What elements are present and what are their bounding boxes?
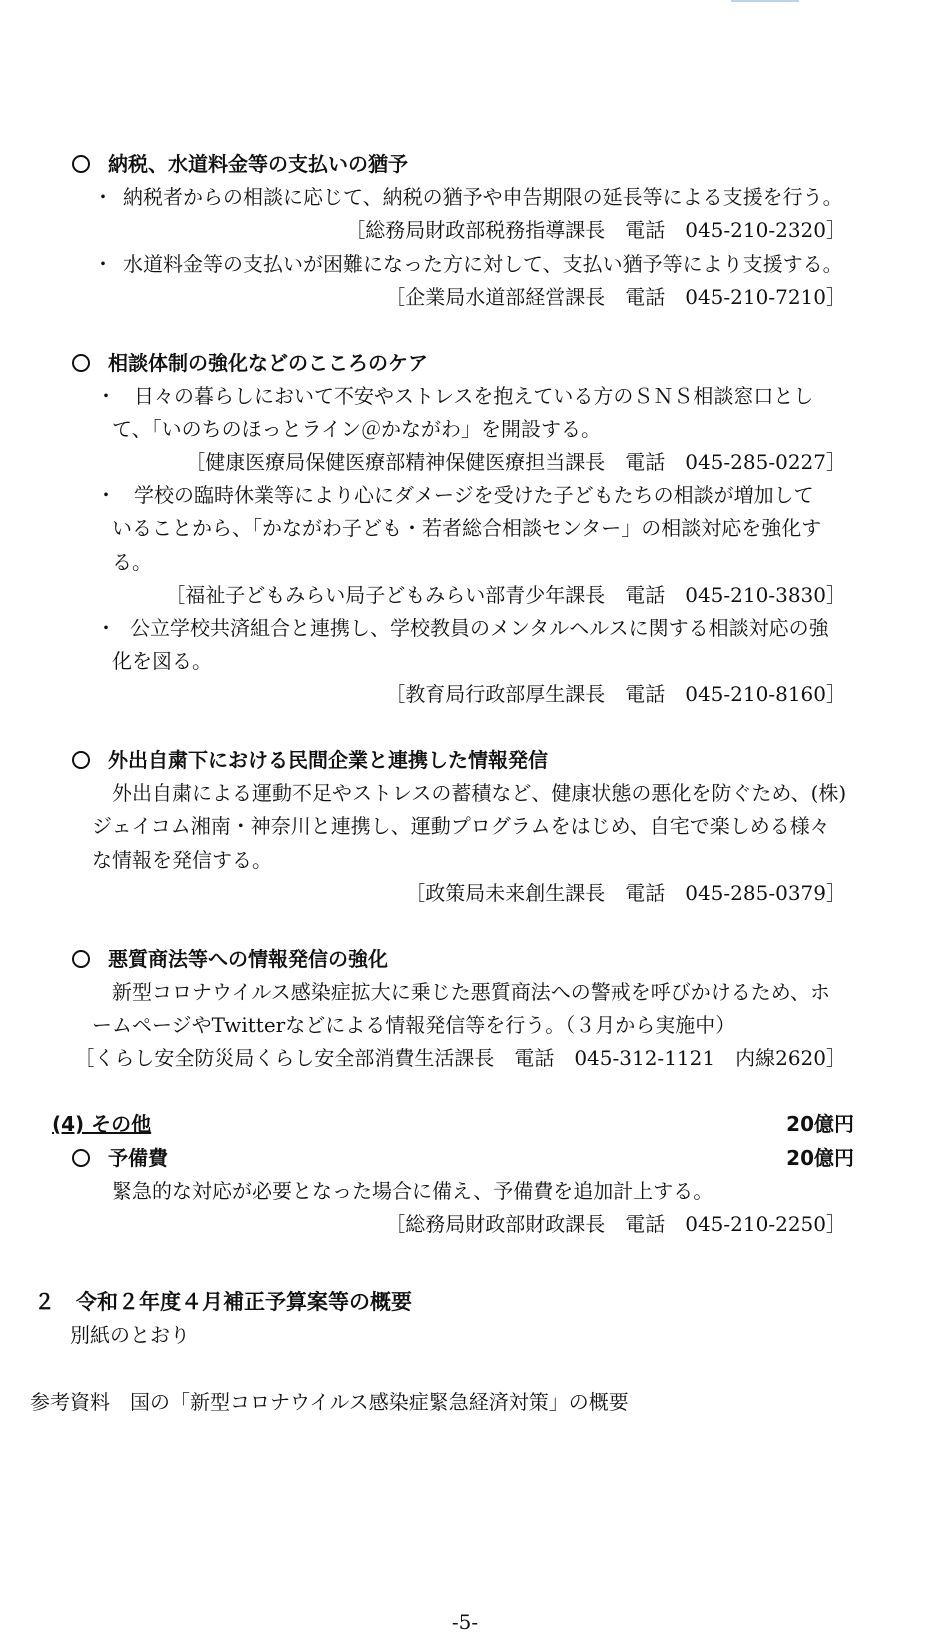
bullet-dot-icon: ・ — [96, 384, 116, 408]
bullet-item: ・ 公立学校共済組合と連携し、学校教員のメンタルヘルスに関する相談対応の強 — [96, 611, 829, 645]
top-edge-mark — [731, 0, 799, 2]
bullet-dot-icon: ・ — [96, 483, 116, 507]
amount-other: 20億円 — [786, 1112, 854, 1136]
bullet-continuation: いることから、「かながわ子ども・若者総合相談センター」の相談対応を強化す — [112, 516, 822, 540]
bullet-item: ・ 日々の暮らしにおいて不安やストレスを抱えている方のＳＮＳ相談窓口とし — [96, 379, 813, 413]
bullet-continuation: て、「いのちのほっとライン＠かながわ」を開設する。 — [112, 417, 601, 441]
section-heading-payment: 納税、水道料金等の支払いの猶予 — [72, 147, 408, 181]
contact-line: ［総務局財政部財政課長 電話 045-210-2250］ — [385, 1212, 846, 1236]
section-heading-fraud: 悪質商法等への情報発信の強化 — [72, 942, 388, 976]
circle-bullet-icon — [72, 950, 90, 968]
contact-line: ［政策局未来創生課長 電話 045-285-0379］ — [405, 881, 846, 905]
bullet-item: ・ 学校の臨時休業等により心にダメージを受けた子どもたちの相談が増加して — [96, 478, 814, 512]
bullet-continuation: る。 — [112, 550, 152, 574]
reference-line: 参考資料 国の「新型コロナウイルス感染症緊急経済対策」の概要 — [30, 1390, 629, 1414]
contact-line: ［くらし安全防災局くらし安全部消費生活課長 電話 045-312-1121 内線2620］ — [74, 1046, 846, 1070]
paragraph-line: 新型コロナウイルス感染症拡大に乗じた悪質商法への警戒を呼びかけるため、ホ — [112, 980, 830, 1004]
section-heading-outing: 外出自粛下における民間企業と連携した情報発信 — [72, 743, 548, 777]
paragraph-line: 別紙のとおり — [70, 1323, 190, 1347]
contact-line: ［総務局財政部税務指導課長 電話 045-210-2320］ — [345, 218, 846, 242]
contact-line: ［健康医療局保健医療部精神保健医療担当課長 電話 045-285-0227］ — [185, 450, 846, 474]
page-number: -5- — [451, 1610, 479, 1634]
paragraph-line: 外出自粛による運動不足やストレスの蓄積など、健康状態の悪化を防ぐため、(株) — [112, 781, 847, 805]
circle-bullet-icon — [72, 155, 90, 173]
bullet-dot-icon: ・ — [93, 185, 113, 209]
contact-line: ［企業局水道部経営課長 電話 045-210-7210］ — [385, 285, 846, 309]
bullet-item: ・ 納税者からの相談に応じて、納税の猶予や申告期限の延長等による支援を行う。 — [93, 180, 843, 214]
bullet-dot-icon: ・ — [96, 616, 116, 640]
circle-bullet-icon — [72, 1149, 90, 1167]
circle-bullet-icon — [72, 354, 90, 372]
circle-bullet-icon — [72, 751, 90, 769]
sub-heading-reserve: 予備費 — [72, 1141, 168, 1175]
paragraph-line: ームページやTwitterなどによる情報発信等を行う。（３月から実施中） — [92, 1013, 736, 1037]
bullet-item: ・ 水道料金等の支払いが困難になった方に対して、支払い猶予等により支援する。 — [93, 247, 843, 281]
paragraph-line: 緊急的な対応が必要となった場合に備え、予備費を追加計上する。 — [112, 1179, 714, 1203]
paragraph-line: ジェイコム湘南・神奈川と連携し、運動プログラムをはじめ、自宅で楽しめる様々 — [92, 814, 830, 838]
bullet-continuation: 化を図る。 — [112, 649, 212, 673]
paragraph-line: な情報を発信する。 — [92, 848, 272, 872]
contact-line: ［福祉子どもみらい局子どもみらい部青少年課長 電話 045-210-3830］ — [165, 583, 846, 607]
amount-reserve: 20億円 — [786, 1146, 854, 1170]
section-heading-other: (4) その他 — [52, 1112, 152, 1136]
section-heading-care: 相談体制の強化などのこころのケア — [72, 346, 428, 380]
bullet-dot-icon: ・ — [93, 252, 113, 276]
section-heading-budget: ２ 令和２年度４月補正予算案等の概要 — [34, 1290, 412, 1314]
contact-line: ［教育局行政部厚生課長 電話 045-210-8160］ — [385, 682, 846, 706]
